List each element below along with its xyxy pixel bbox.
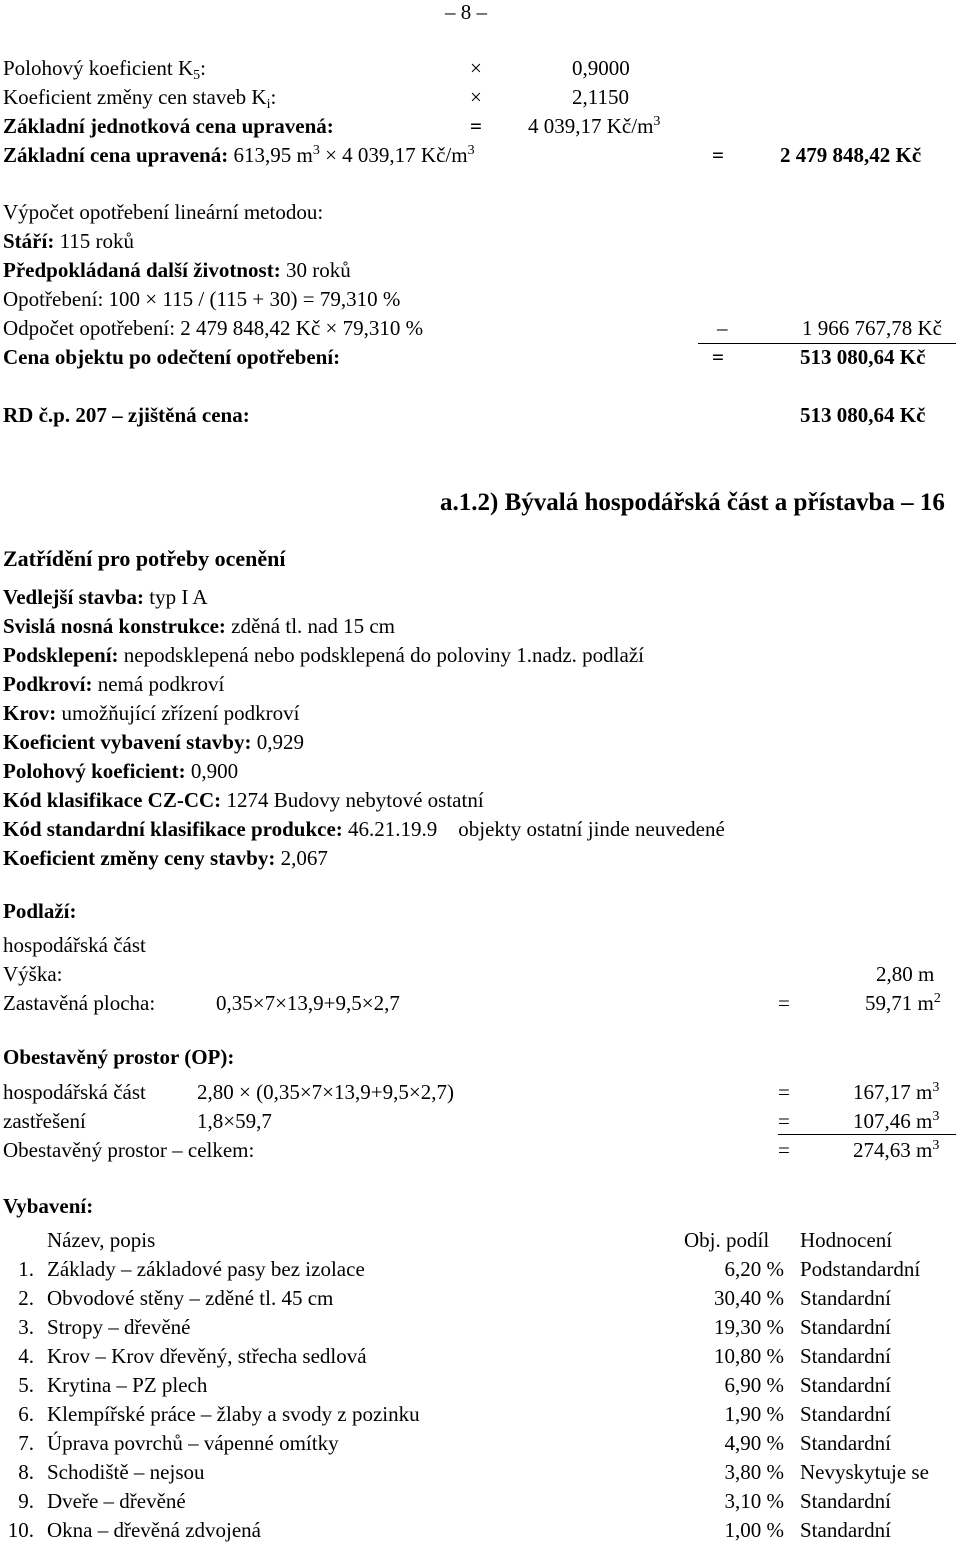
volume-heading: Obestavěný prostor (OP): [3,1045,235,1069]
equipment-row-number: 5. [18,1373,34,1397]
height-value: 2,80 m [876,962,935,986]
equipment-row-number: 3. [18,1315,34,1339]
floors-heading: Podlaží: [3,899,77,923]
classification-row [3,790,484,811]
ki-label: Koeficient změny cen staveb $K_i$: [3,85,277,112]
k5-operator: × [470,56,482,80]
volume-row-value: 167,17 $m^3$ [853,1080,940,1104]
volume-total-operator: = [778,1138,790,1162]
volume-row-operator: = [778,1080,790,1104]
equipment-row-share: 3,80 % [724,1460,784,1484]
classification-value: 0,900 [185,759,239,783]
equipment-row-name: Krov – Krov dřevěný, střecha sedlová [47,1344,367,1368]
equipment-row-name: Schodiště – nejsou [47,1460,205,1484]
equipment-row-name: Okna – dřevěná zdvojená [47,1518,261,1542]
equipment-row-share: 4,90 % [724,1431,784,1455]
wear-line: Opotřebení: 100 × 115 / (115 + 30) = 79,310 % [3,287,401,311]
classification-value: 0,929 [251,730,304,754]
built-area-formula: 0,35×7×13,9+9,5×2,7 [216,991,400,1015]
price-after-depreciation-label: Cena objektu po odečtení opotřebení: [3,345,341,369]
classification-label: Podkroví: [3,672,93,696]
age-line: Stáří: 115 roků [3,229,135,253]
equipment-row-name: Úprava povrchů – vápenné omítky [47,1431,339,1455]
floor-name: hospodářská část [3,933,146,957]
built-area-value: 59,71 $m^2$ [865,991,941,1015]
equipment-row-share: 1,00 % [724,1518,784,1542]
equipment-row-number: 8. [18,1460,34,1484]
k5-value: 0,9000 [572,56,630,80]
classification-heading: Zatřídění pro potřeby ocenění [3,546,286,571]
classification-label: Krov: [3,701,57,725]
classification-row [3,674,224,695]
height-label: Výška: [3,962,63,986]
classification-value: 1274 Budovy nebytové ostatní [221,788,484,812]
classification-row [3,616,395,637]
classification-label: Kód klasifikace CZ-CC: [3,788,222,812]
built-area-label: Zastavěná plocha: [3,991,156,1015]
page-number: – 8 – [445,0,487,24]
classification-label: Kód standardní klasifikace produkce: [3,817,343,841]
price-after-depreciation-operator: = [712,345,724,369]
life-line: Předpokládaná další životnost: 30 roků [3,258,351,282]
volume-row-label: zastřešení [3,1109,86,1133]
classification-row [3,732,304,753]
equipment-col-rating: Hodnocení [800,1228,893,1252]
equipment-row-share: 1,90 % [724,1402,784,1426]
equipment-row-name: Klempířské práce – žlaby a svody z pozinku [47,1402,420,1426]
equipment-row-name: Stropy – dřevěné [47,1315,191,1339]
volume-row-operator: = [778,1109,790,1133]
classification-row [3,645,644,666]
classification-label: Vedlejší stavba: [3,585,144,609]
base-unit-price-label: Základní jednotková cena upravená: [3,114,334,138]
equipment-row-name: Základy – základové pasy bez izolace [47,1257,365,1281]
volume-total-value: 274,63 $m^3$ [853,1138,940,1162]
classification-row [3,761,238,782]
sum-rule [698,343,956,344]
equipment-row-share: 30,40 % [714,1286,784,1310]
equipment-row-rating: Nevyskytuje se [800,1460,929,1484]
ki-value: 2,1150 [572,85,629,109]
base-price-adjusted-operator: = [712,143,724,167]
classification-row [3,819,725,840]
deduct-operator: – [717,316,728,340]
rd-found-price-value: 513 080,64 Kč [800,403,926,427]
classification-label: Podsklepení: [3,643,119,667]
built-area-operator: = [778,991,790,1015]
base-price-adjusted-line: Základní cena upravená: 613,95 $m^3 \times 4$ 039,17 $Kč/m^3$ [3,143,475,167]
classification-row [3,703,299,724]
section-title: a.1.2) Bývalá hospodářská část a přístavba – 16 [440,489,945,516]
equipment-row-rating: Standardní [800,1373,891,1397]
classification-value: umožňující zřízení podkroví [56,701,300,725]
equipment-col-share: Obj. podíl [684,1228,770,1252]
equipment-row-number: 9. [18,1489,34,1513]
equipment-row-number: 7. [18,1431,34,1455]
equipment-row-share: 10,80 % [714,1344,784,1368]
equipment-row-name: Dveře – dřevěné [47,1489,186,1513]
classification-row [3,848,328,869]
equipment-row-share: 6,90 % [724,1373,784,1397]
classification-value: nepodsklepená nebo podsklepená do poloviny 1.nadz. podlaží [118,643,644,667]
equipment-col-name: Název, popis [47,1228,156,1252]
classification-row [3,587,208,608]
equipment-row-rating: Standardní [800,1315,891,1339]
equipment-row-rating: Standardní [800,1431,891,1455]
volume-sum-rule [778,1134,956,1135]
equipment-row-rating: Standardní [800,1344,891,1368]
equipment-heading: Vybavení: [3,1194,94,1218]
equipment-row-rating: Standardní [800,1518,891,1542]
classification-value: zděná tl. nad 15 cm [225,614,395,638]
classification-value: nemá podkroví [92,672,225,696]
base-unit-price-operator: = [470,114,482,138]
deduct-line: Odpočet opotřebení: 2 479 848,42 Kč × 79,310 % [3,316,424,340]
equipment-row-number: 10. [7,1518,34,1542]
depreciation-heading: Výpočet opotřebení lineární metodou: [3,200,324,224]
volume-total-label: Obestavěný prostor – celkem: [3,1138,255,1162]
equipment-row-number: 6. [18,1402,34,1426]
classification-value: 2,067 [275,846,328,870]
equipment-row-share: 19,30 % [714,1315,784,1339]
base-unit-price-value: 4 039,17 $Kč/m^3$ [528,114,661,138]
rd-found-price-label: RD č.p. 207 – zjištěná cena: [3,403,250,427]
classification-label: Polohový koeficient: [3,759,186,783]
equipment-row-share: 3,10 % [724,1489,784,1513]
k5-label: Polohový koeficient $K_5$: [3,56,206,83]
equipment-row-name: Krytina – PZ plech [47,1373,208,1397]
equipment-row-number: 4. [18,1344,34,1368]
base-price-adjusted-value: 2 479 848,42 Kč [780,143,922,167]
equipment-row-number: 2. [18,1286,34,1310]
deduct-value: 1 966 767,78 Kč [802,316,942,340]
equipment-row-name: Obvodové stěny – zděné tl. 45 cm [47,1286,334,1310]
equipment-row-rating: Standardní [800,1489,891,1513]
volume-row-formula: 2,80 × (0,35×7×13,9+9,5×2,7) [197,1080,454,1104]
volume-row-value: 107,46 $m^3$ [853,1109,940,1133]
classification-value: 46.21.19.9 objekty ostatní jinde neuvedené [342,817,725,841]
equipment-row-number: 1. [18,1257,34,1281]
equipment-row-rating: Standardní [800,1286,891,1310]
equipment-row-rating: Standardní [800,1402,891,1426]
ki-operator: × [470,85,482,109]
price-after-depreciation-value: 513 080,64 Kč [800,345,926,369]
classification-label: Koeficient vybavení stavby: [3,730,252,754]
volume-row-label: hospodářská část [3,1080,146,1104]
volume-row-formula: 1,8×59,7 [197,1109,272,1133]
classification-label: Svislá nosná konstrukce: [3,614,226,638]
equipment-row-share: 6,20 % [724,1257,784,1281]
equipment-row-rating: Podstandardní [800,1257,921,1281]
classification-label: Koeficient změny ceny stavby: [3,846,276,870]
classification-value: typ I A [143,585,208,609]
